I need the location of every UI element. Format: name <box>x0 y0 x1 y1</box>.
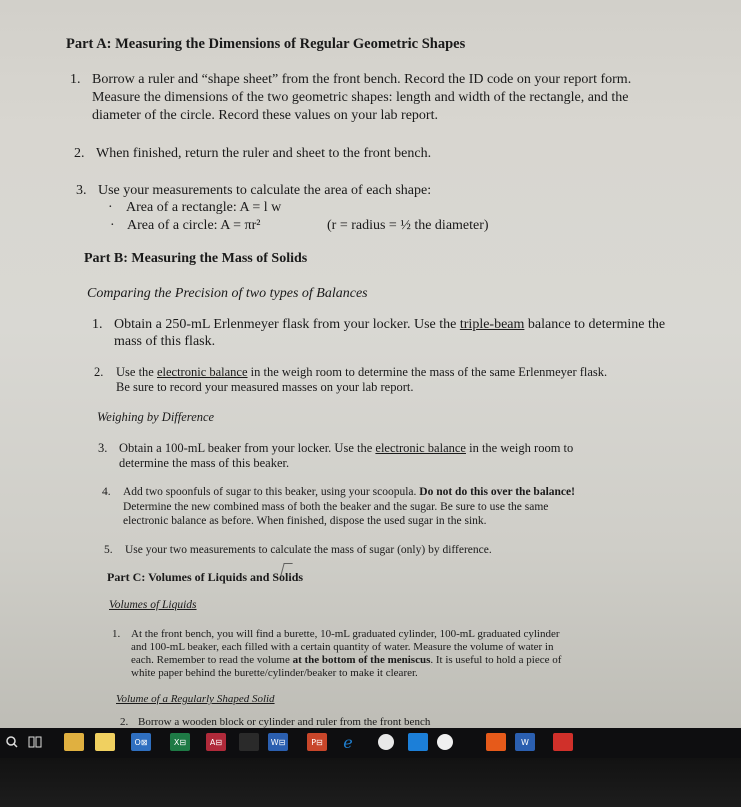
part-b-subtitle-1: Comparing the Precision of two types of Balances <box>87 286 368 301</box>
taskbar-app-10[interactable] <box>378 734 394 750</box>
taskbar-app-6[interactable] <box>239 733 259 751</box>
a1-line-1: Borrow a ruler and “shape sheet” from the front bench. Record the ID code on your report form. <box>92 72 632 87</box>
taskbar <box>0 728 741 758</box>
b1-line-1: Obtain a 250-mL Erlenmeyer flask from your locker. Use the triple-beam balance to determine the <box>114 317 666 332</box>
part-c-subtitle-1: Volumes of Liquids <box>109 599 197 611</box>
a3-bullet-2-note: (r = radius = ½ the diameter) <box>327 218 489 233</box>
a3-bullet-1-dot: · <box>108 200 113 215</box>
c1-number: 1. <box>112 628 121 640</box>
taskbar-app-7[interactable]: W⊟ <box>268 733 288 751</box>
c2-line-1: Borrow a wooden block or cylinder and ruler from the front bench <box>138 716 431 728</box>
taskbar-app-1[interactable] <box>64 733 84 751</box>
a2-line-1: When finished, return the ruler and sheet to the front bench. <box>96 146 432 161</box>
b5-number: 5. <box>104 544 113 556</box>
search-icon[interactable] <box>6 736 18 748</box>
b2-line-1: Use the electronic balance in the weigh room to determine the mass of the same Erlenmeyer flask. <box>116 365 608 379</box>
taskbar-app-3[interactable]: O⊠ <box>131 733 151 751</box>
part-b-subtitle-2: Weighing by Difference <box>97 410 215 424</box>
part-c-title: Part C: Volumes of Liquids and Solids <box>107 570 304 584</box>
taskbar-app-4[interactable]: X⊟ <box>170 733 190 751</box>
b4-line-3: electronic balance as before. When finished, dispose the used sugar in the sink. <box>123 515 487 527</box>
b4-number: 4. <box>102 486 111 498</box>
taskbar-app-12[interactable] <box>437 734 453 750</box>
b3-line-2: determine the mass of this beaker. <box>119 456 290 470</box>
task-view-icon[interactable] <box>28 736 42 748</box>
part-c-subtitle-2: Volume of a Regularly Shaped Solid <box>116 693 275 705</box>
part-a-title: Part A: Measuring the Dimensions of Regular Geometric Shapes <box>66 36 466 52</box>
c1-line-2: and 100-mL beaker, each filled with a certain quantity of water. Measure the volume of water in <box>131 641 554 653</box>
taskbar-app-14[interactable]: W <box>515 733 535 751</box>
part-b-title: Part B: Measuring the Mass of Solids <box>84 251 308 266</box>
a1-number: 1. <box>70 72 81 87</box>
taskbar-app-9[interactable]: e <box>343 732 353 752</box>
b2-line-2: Be sure to record your measured masses on your lab report. <box>116 380 414 394</box>
a3-line-1: Use your measurements to calculate the area of each shape: <box>98 183 432 198</box>
taskbar-app-11[interactable] <box>408 733 428 751</box>
a3-number: 3. <box>76 183 87 198</box>
c1-line-1: At the front bench, you will find a burette, 10-mL graduated cylinder, 100-mL graduated cylinder <box>131 628 560 640</box>
a3-bullet-1: Area of a rectangle: A = l w <box>126 200 282 215</box>
c1-line-4: white paper behind the burette/cylinder/beaker to make it clearer. <box>131 667 418 679</box>
taskbar-app-15[interactable] <box>553 733 573 751</box>
b3-line-1: Obtain a 100-mL beaker from your locker. Use the electronic balance in the weigh room to <box>119 441 574 455</box>
a3-bullet-2-dot: · <box>110 218 115 233</box>
b5-line-1: Use your two measurements to calculate the mass of sugar (only) by difference. <box>125 544 492 556</box>
b1-number: 1. <box>92 317 103 332</box>
a3-bullet-2: Area of a circle: A = πr² <box>127 218 261 233</box>
taskbar-app-5[interactable]: A⊟ <box>206 733 226 751</box>
b1-line-2: mass of this flask. <box>114 334 216 349</box>
b4-line-2: Determine the new combined mass of both the beaker and the sugar. Be sure to use the same <box>123 501 549 513</box>
a1-line-3: diameter of the circle. Record these values on your lab report. <box>92 108 438 123</box>
monitor-bezel <box>0 758 741 807</box>
b2-number: 2. <box>94 365 104 379</box>
b4-line-1: Add two spoonfuls of sugar to this beaker, using your scoopula. Do not do this over the balance! <box>123 486 575 498</box>
b3-number: 3. <box>98 441 108 455</box>
a1-line-2: Measure the dimensions of the two geometric shapes: length and width of the rectangle, and the <box>92 90 629 105</box>
taskbar-app-2[interactable] <box>95 733 115 751</box>
c2-number: 2. <box>120 716 129 728</box>
c1-line-3: each. Remember to read the volume at the bottom of the meniscus. It is useful to hold a piece of <box>131 654 562 666</box>
taskbar-app-13[interactable] <box>486 733 506 751</box>
a2-number: 2. <box>74 146 85 161</box>
taskbar-app-8[interactable]: P⊟ <box>307 733 327 751</box>
